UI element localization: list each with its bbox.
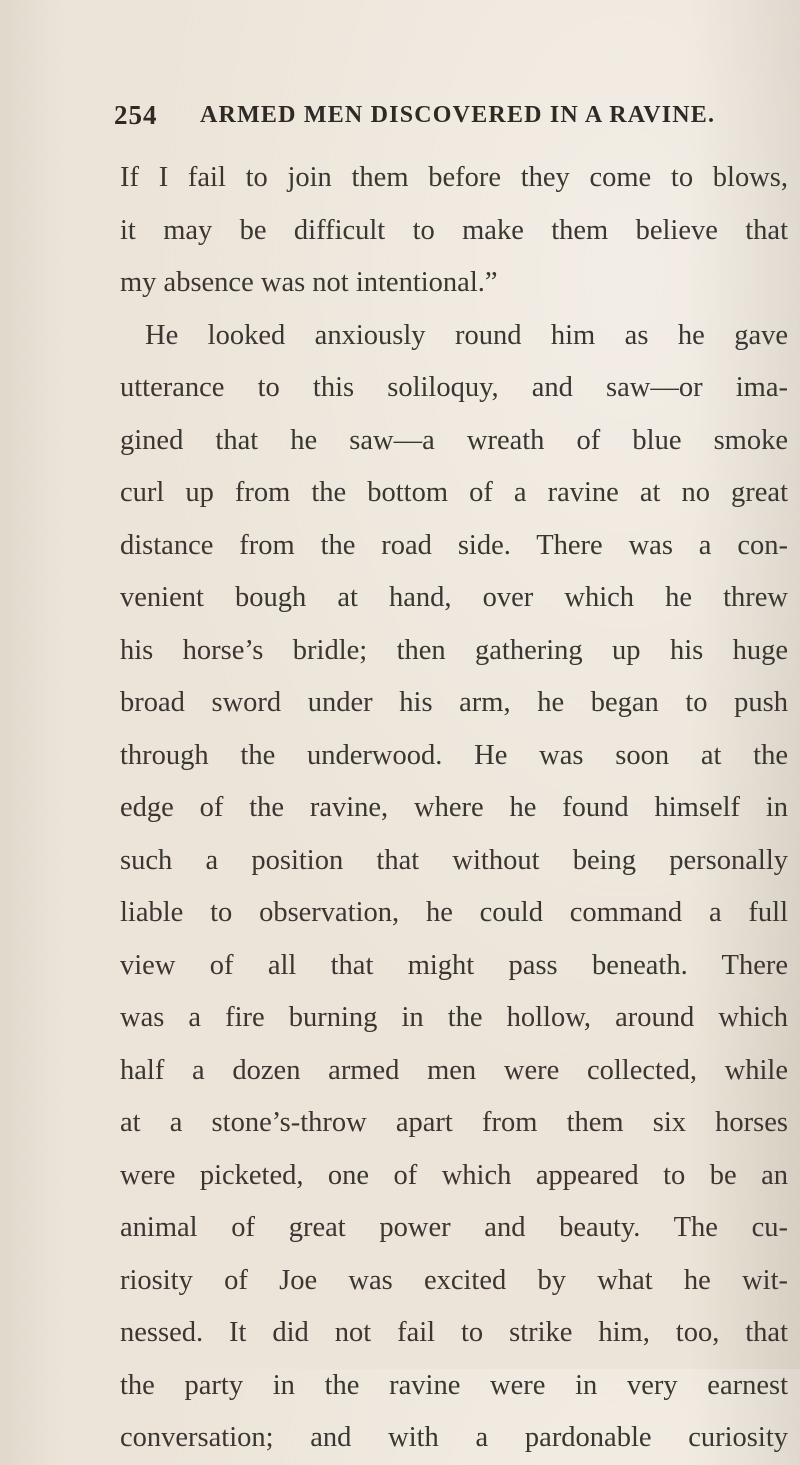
text-line: riosity of Joe was excited by what he wit- <box>120 1264 788 1296</box>
text-line: his horse’s bridle; then gathering up his huge <box>120 634 788 666</box>
text-line: broad sword under his arm, he began to push <box>120 687 788 718</box>
text-line: venient bough at hand, over which he threw <box>120 582 788 613</box>
text-line: were picketed, one of which appeared to be an <box>120 1159 788 1191</box>
text-line: view of all that might pass beneath. There <box>120 949 788 981</box>
page-number: 254 <box>114 100 158 130</box>
text-line: If I fail to join them before they come to blows, <box>120 162 788 193</box>
running-header <box>114 100 734 140</box>
text-line: distance from the road side. There was a con- <box>120 529 788 561</box>
text-line: conversation; and with a pardonable curiosity <box>120 1422 788 1453</box>
text-line: animal of great power and beauty. The cu- <box>120 1212 788 1243</box>
text-line: He looked anxiously round him as he gave <box>145 319 788 351</box>
text-line: half a dozen armed men were collected, while <box>120 1054 788 1086</box>
text-line: at a stone’s-throw apart from them six horses <box>120 1107 788 1138</box>
text-line: curl up from the bottom of a ravine at no great <box>120 477 788 508</box>
body-text <box>120 152 788 1465</box>
text-line: it may be difficult to make them believe that <box>120 214 788 246</box>
text-line: liable to observation, he could command a full <box>120 897 788 928</box>
text-line: edge of the ravine, where he found himself in <box>120 792 788 823</box>
text-line: gined that he saw—a wreath of blue smoke <box>120 424 788 456</box>
running-title: ARMED MEN DISCOVERED IN A RAVINE. <box>200 102 716 128</box>
text-line: nessed. It did not fail to strike him, too, that <box>120 1317 788 1348</box>
text-line: utterance to this soliloquy, and saw—or ima- <box>120 372 788 403</box>
text-line: my absence was not intentional.” <box>120 267 498 298</box>
text-line: the party in the ravine were in very earnest <box>120 1369 788 1401</box>
text-line: such a position that without being personally <box>120 844 788 876</box>
text-line: through the underwood. He was soon at the <box>120 739 788 771</box>
text-line: was a fire burning in the hollow, around which <box>120 1002 788 1033</box>
